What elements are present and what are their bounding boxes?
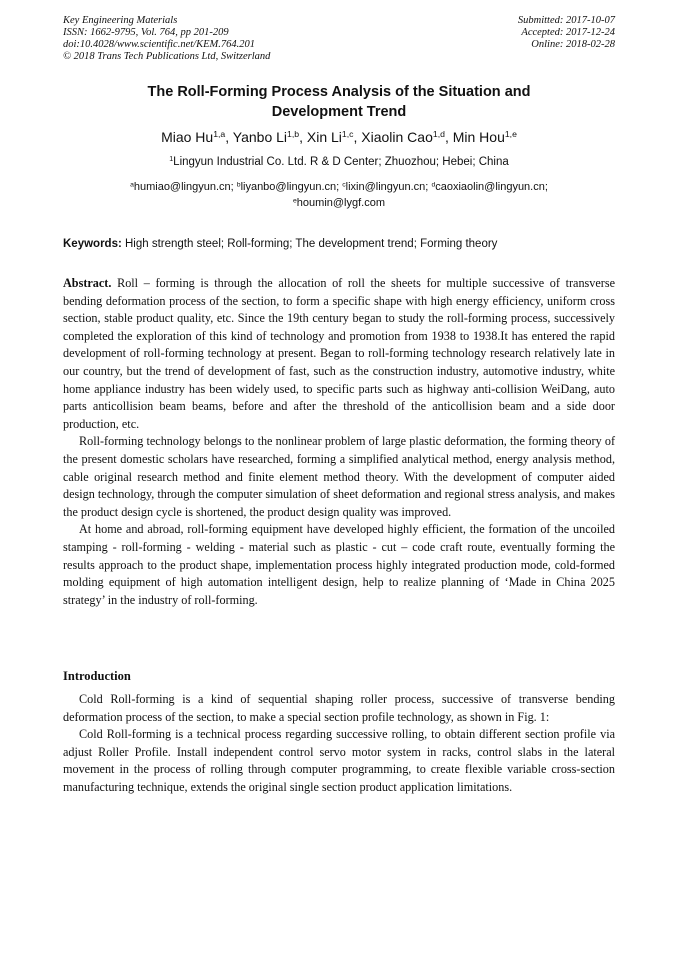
journal-name: Key Engineering Materials: [63, 15, 178, 26]
accepted-date: Accepted: 2017-12-24: [521, 27, 615, 38]
email-sup: d: [431, 181, 436, 189]
email-link[interactable]: liyanbo@lingyun.cn;: [240, 181, 340, 193]
author-sup: 1,e: [504, 129, 517, 140]
section-heading-introduction: Introduction: [63, 669, 131, 683]
author-sup: 1,b: [287, 129, 300, 140]
email-sup: a: [130, 181, 134, 189]
email-sup: e: [293, 197, 297, 205]
title-line-2: Development Trend: [271, 104, 407, 120]
author-sup: 1,a: [213, 129, 226, 140]
abstract-section: [63, 275, 615, 609]
affiliation: [63, 155, 615, 170]
paper-title: [63, 82, 615, 122]
author-sup: 1,c: [341, 129, 354, 140]
abstract-text: Roll – forming is through the allocation of roll the sheets for multiple successive of transverse bending deformation process of the section, to form a specific shape with high energy efficiency, uniform cross section, stable product quality, etc. Since the 19th century began to study the roll-forming process, successively completed the exploration of this kind of technology and promotion from 1938 to 1938.It has entered the rapid development of roll-forming technology at present. Began to roll-forming technology research relatively late in our country, but the trend of development of fast, such as the construction industry, automotive industry, white home appliance industry has been widely used, to specific parts such as highway anti-collision WeiDang, auto parts anticollision beam beams, before and after the threshold of the anticollision beam and a side door production, etc.: [63, 276, 615, 431]
author-name: Xin Li: [306, 129, 342, 145]
email-link[interactable]: humiao@lingyun.cn;: [133, 181, 234, 193]
submission-dates: [518, 15, 615, 51]
abstract-label: Abstract.: [63, 276, 112, 290]
author-name: Xiaolin Cao: [361, 129, 433, 145]
author-emails: [63, 179, 615, 211]
email-sup: b: [236, 181, 241, 189]
keywords-label: Keywords:: [63, 238, 122, 250]
title-line-1: The Roll-Forming Process Analysis of the Situation and: [147, 84, 531, 100]
email-sup: c: [342, 181, 346, 189]
email-link[interactable]: lixin@lingyun.cn;: [345, 181, 429, 193]
affiliation-text: Lingyun Industrial Co. Ltd. R & D Center; Zhuozhou; Hebei; China: [173, 156, 509, 168]
journal-info: [63, 15, 270, 63]
author-sup: 1,d: [432, 129, 445, 140]
doi-line[interactable]: doi:10.4028/www.scientific.net/KEM.764.201: [63, 39, 255, 50]
introduction-paragraph: Cold Roll-forming is a kind of sequential shaping roller process, successive of transverse bending deformation process of the section, to make a special section profile technology, as shown in Fig. 1:: [63, 692, 615, 724]
email-link[interactable]: caoxiaolin@lingyun.cn;: [435, 181, 548, 193]
issn-line: ISSN: 1662-9795, Vol. 764, pp 201-209: [63, 27, 229, 38]
author-name: Miao Hu: [161, 129, 214, 145]
submitted-date: Submitted: 2017-10-07: [517, 15, 615, 26]
abstract-paragraph: Roll-forming technology belongs to the nonlinear problem of large plastic deformation, the forming theory of the present domestic scholars have researched, forming a simplified analytical method, energy analysis method, cable original research method and finite element method theory. With the development of computer aided design technology, through the computer simulation of sheet deformation and regional stress analysis, and makes the product design cycle is shortened, the product design quality was improved.: [63, 434, 615, 519]
affiliation-sup: 1: [169, 155, 174, 164]
keywords-text: High strength steel; Roll-forming; The development trend; Forming theory: [121, 238, 498, 250]
copyright-line: © 2018 Trans Tech Publications Ltd, Switzerland: [63, 51, 271, 62]
abstract-paragraph: At home and abroad, roll-forming equipment have developed highly efficient, the formation of the uncoiled stamping - roll-forming - welding - material such as plastic - cut – code craft route, eventually forming the results approach to the product shape, implementation process highly integrated production mode, cold-formed molding equipment of high automation intelligent design, help to realize planning of ‘Made in China 2025 strategy’ in the industry of roll-forming.: [63, 522, 615, 607]
author-name: Yanbo Li: [232, 129, 288, 145]
author-name: Min Hou: [452, 129, 505, 145]
keywords: [63, 236, 615, 252]
email-link[interactable]: houmin@lygf.com: [296, 197, 385, 209]
online-date: Online: 2018-02-28: [531, 39, 615, 50]
introduction-section: [63, 691, 615, 797]
author-list: Miao Hu$^{1,a}$, Yanbo Li$^{1,b}$, Xin Li$^{1,c}$, Xiaolin Cao$^{1,d}$, Min Hou$^{1,e}$: [161, 129, 517, 145]
introduction-paragraph: Cold Roll-forming is a technical process regarding successive rolling, to obtain different section profile via adjust Roller Profile. Install independent control servo motor system in racks, control slabs in the lateral movement in the process of rolling through computer programming, to create flexible variable cross-section manufacturing technique, extends the original single section product application limitations.: [63, 727, 615, 794]
abstract-paragraph: [63, 275, 615, 433]
